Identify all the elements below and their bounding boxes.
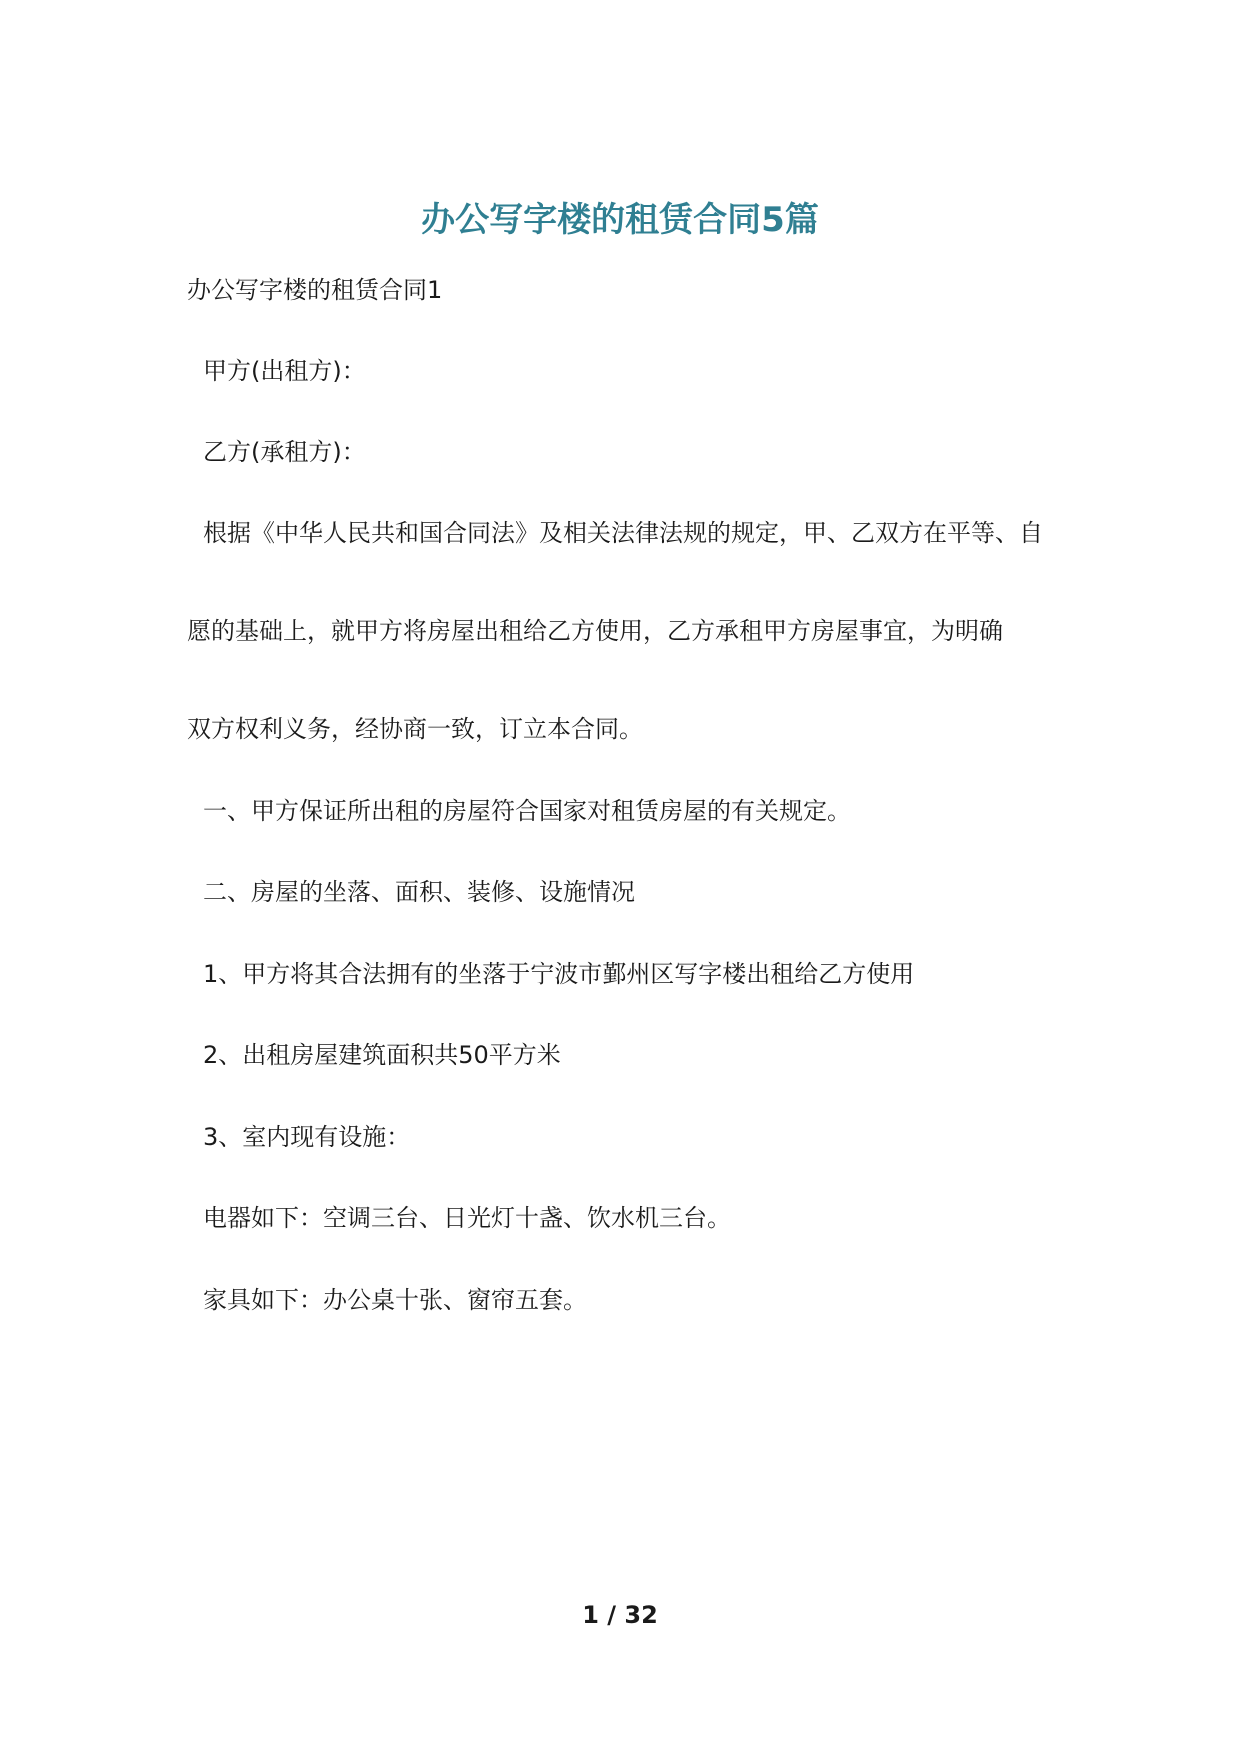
item-3: 3、室内现有设施：: [203, 1123, 411, 1151]
preamble-line-1: 根据《中华人民共和国合同法》及相关法律法规的规定，甲、乙双方在平等、自: [203, 519, 1043, 547]
party-a-line: 甲方(出租方)：: [203, 357, 366, 385]
item-2: 2、出租房屋建筑面积共50平方米: [203, 1041, 561, 1069]
appliances-line: 电器如下：空调三台、日光灯十盏、饮水机三台。: [203, 1204, 731, 1232]
page-number: 1 / 32: [582, 1601, 658, 1629]
clause-2: 二、房屋的坐落、面积、装修、设施情况: [203, 878, 635, 906]
clause-1: 一、甲方保证所出租的房屋符合国家对租赁房屋的有关规定。: [203, 797, 851, 825]
document-title: 办公写字楼的租赁合同5篇: [421, 200, 819, 240]
item-1: 1、甲方将其合法拥有的坐落于宁波市鄞州区写字楼出租给乙方使用: [203, 960, 915, 988]
party-b-line: 乙方(承租方)：: [203, 438, 366, 466]
preamble-line-2: 愿的基础上，就甲方将房屋出租给乙方使用，乙方承租甲方房屋事宜，为明确: [187, 617, 1003, 645]
contract-subtitle: 办公写字楼的租赁合同1: [187, 276, 443, 304]
preamble-line-3: 双方权利义务，经协商一致，订立本合同。: [187, 715, 643, 743]
furniture-line: 家具如下：办公桌十张、窗帘五套。: [203, 1286, 587, 1314]
